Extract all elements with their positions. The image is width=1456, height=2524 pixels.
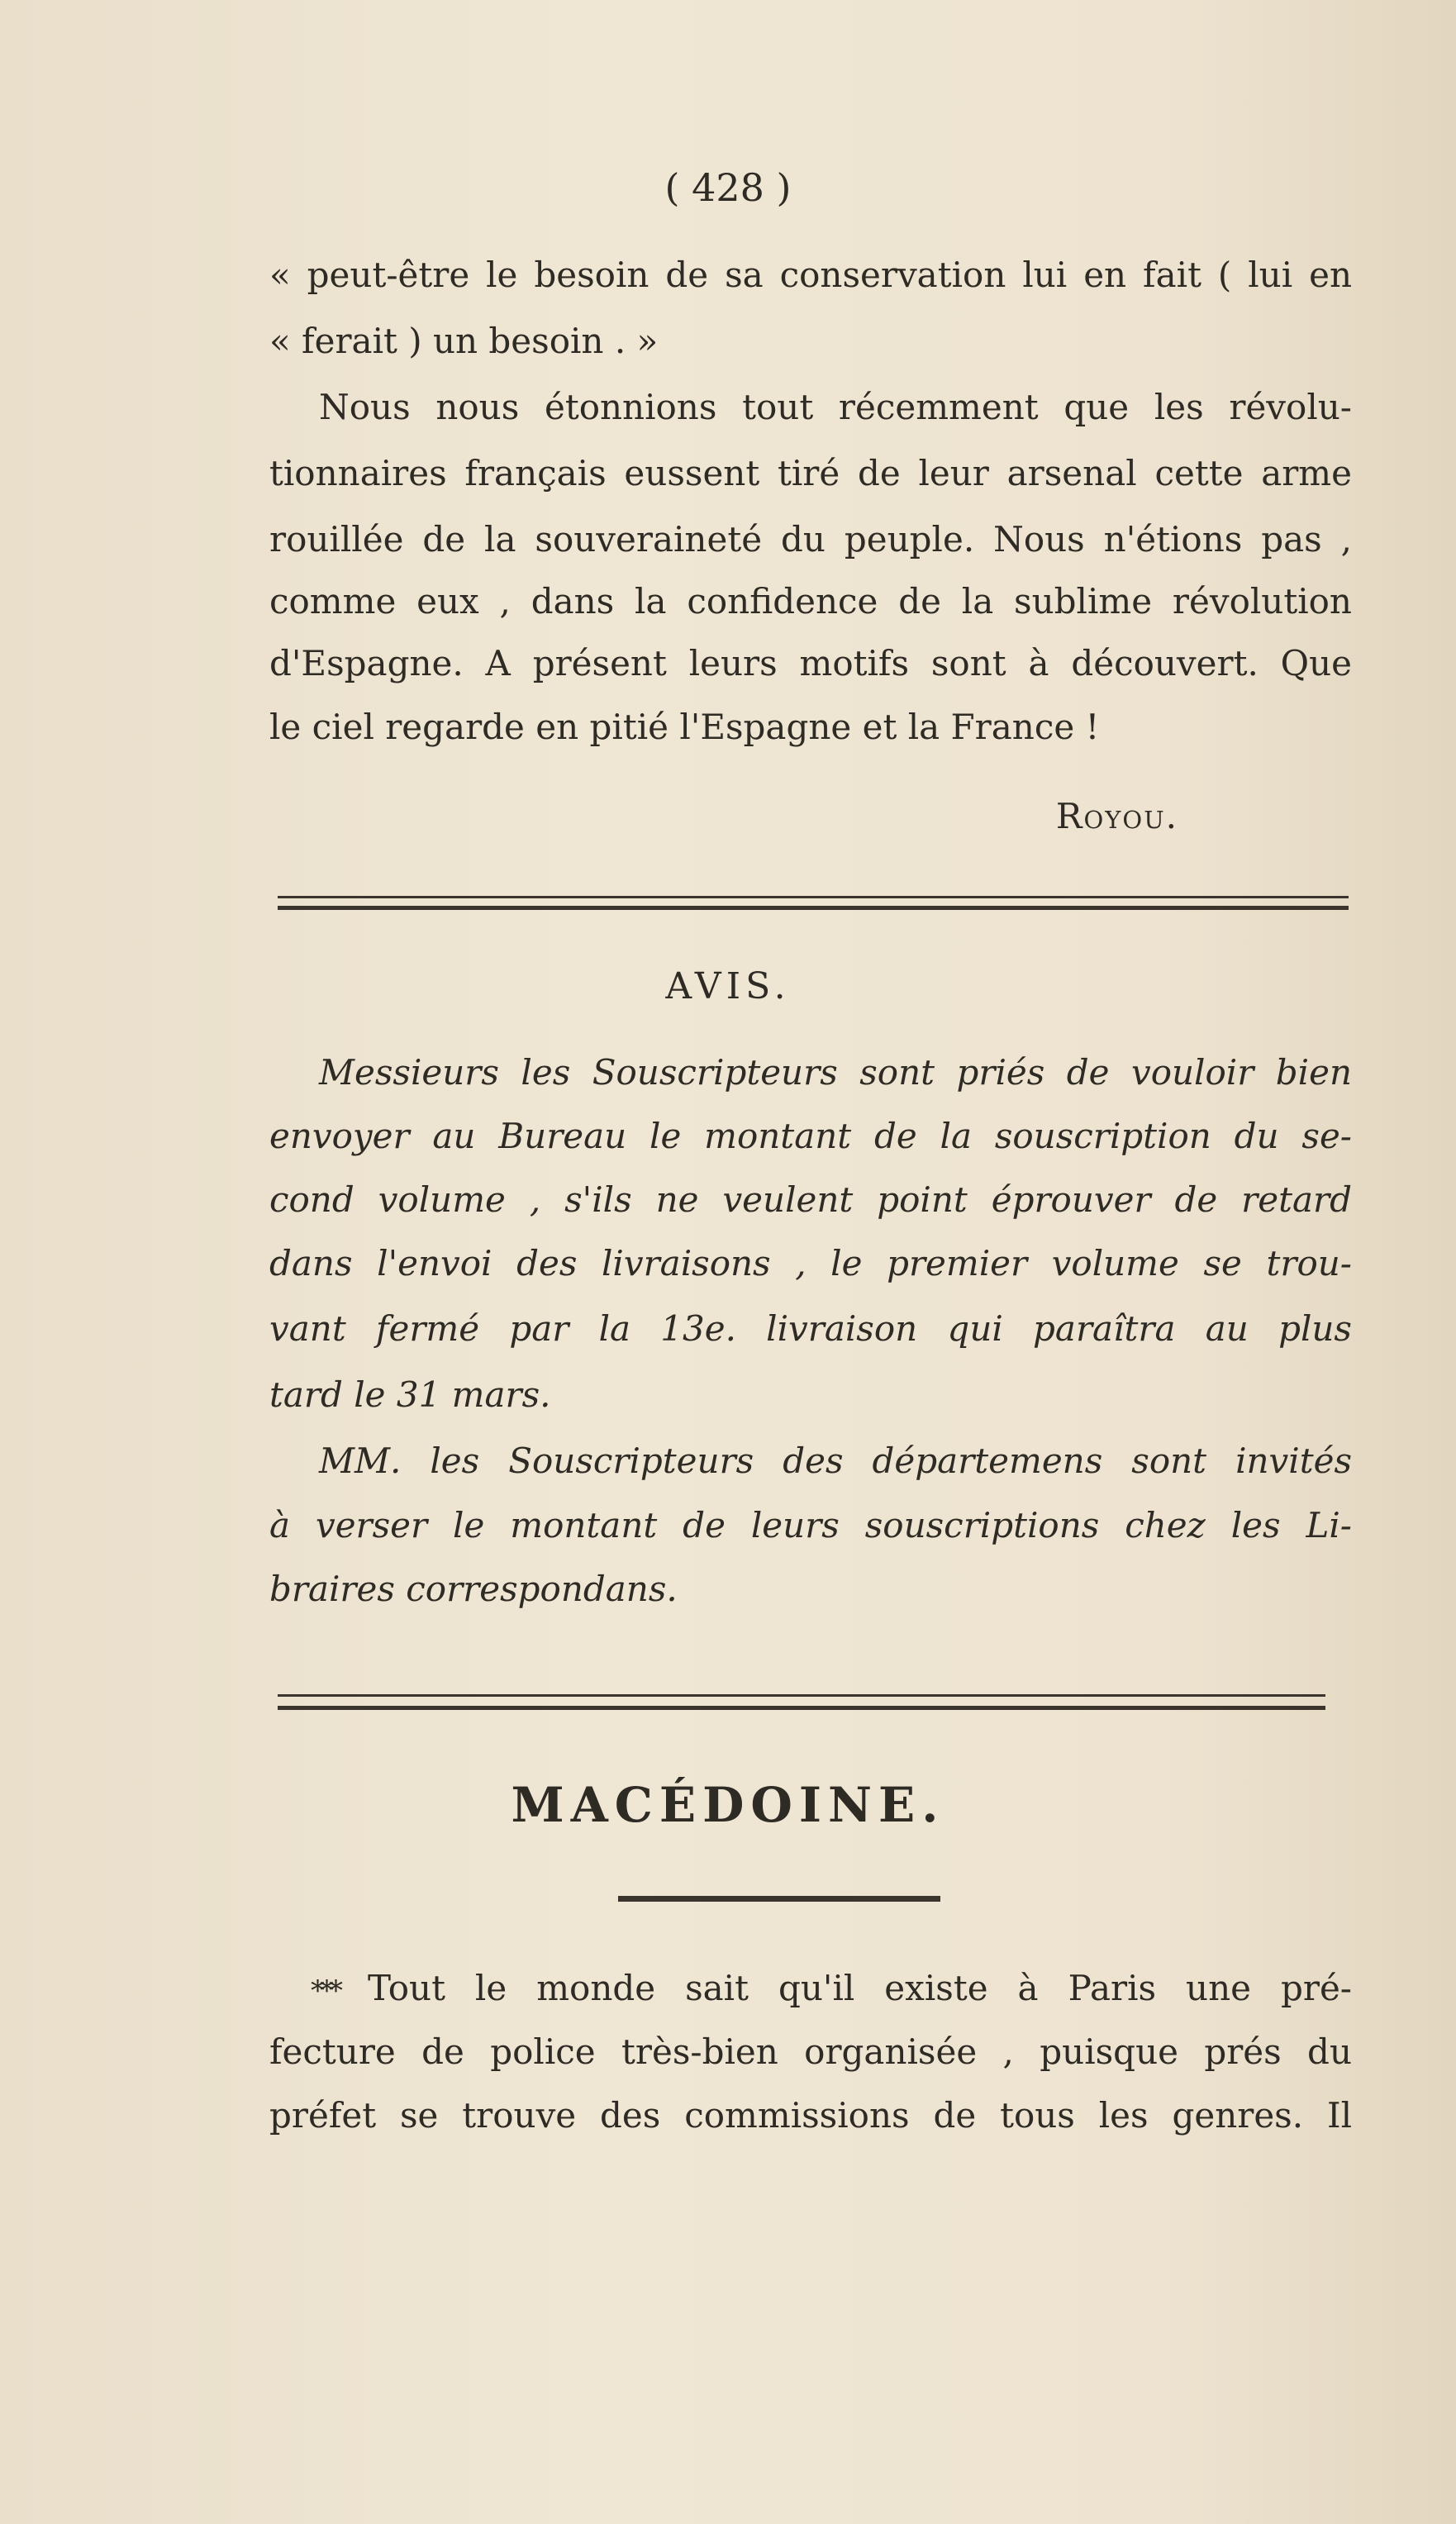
text-line: le ciel regarde en pitié l'Espagne et la France !: [269, 707, 1100, 747]
avis-line: à verser le montant de leurs souscriptions chez les Li-: [269, 1505, 1352, 1545]
avis-heading: AVIS.: [665, 965, 791, 1007]
page-number: ( 428 ): [664, 165, 792, 210]
text-line: « peut-être le besoin de sa conservation lui en fait ( lui en: [269, 255, 1352, 295]
divider-rule: [278, 906, 1349, 910]
text-line: comme eux , dans la confidence de la sublime révolution: [269, 581, 1352, 621]
text-line: préfet se trouve des commissions de tous les genres. Il: [269, 2095, 1352, 2136]
text-line: d'Espagne. A présent leurs motifs sont à découvert. Que: [269, 643, 1352, 683]
avis-line: dans l'envoi des livraisons , le premier volume se trou-: [269, 1243, 1352, 1283]
avis-line: tard le 31 mars.: [269, 1374, 551, 1415]
divider-rule: [278, 896, 1349, 898]
text-line: rouillée de la souveraineté du peuple. Nous n'étions pas ,: [269, 519, 1352, 560]
title-underline: [618, 1896, 940, 1902]
avis-line: envoyer au Bureau le montant de la souscription du se-: [269, 1116, 1352, 1156]
signature: Royou.: [1055, 796, 1178, 836]
macedoine-heading: MACÉDOINE.: [511, 1777, 945, 1833]
divider-rule: [278, 1694, 1325, 1697]
text-line: « ferait ) un besoin . »: [269, 321, 659, 361]
avis-line: MM. les Souscripteurs des départemens sont invités: [319, 1441, 1352, 1481]
text-line: Nous nous étonnions tout récemment que les révolu-: [319, 387, 1352, 427]
avis-line: cond volume , s'ils ne veulent point éprouver de retard: [269, 1179, 1352, 1220]
divider-rule: [278, 1706, 1325, 1710]
text-line: *** Tout le monde sait qu'il existe à Paris une pré-: [311, 1968, 1352, 2008]
text-line: tionnaires français eussent tiré de leur arsenal cette arme: [269, 453, 1352, 493]
avis-line: braires correspondans.: [269, 1569, 678, 1609]
text-line: fecture de police très-bien organisée , puisque prés du: [269, 2031, 1352, 2072]
avis-line: Messieurs les Souscripteurs sont priés de vouloir bien: [319, 1052, 1352, 1093]
avis-line: vant fermé par la 13e. livraison qui paraîtra au plus: [269, 1308, 1352, 1349]
asterism: ***: [311, 1974, 338, 2007]
